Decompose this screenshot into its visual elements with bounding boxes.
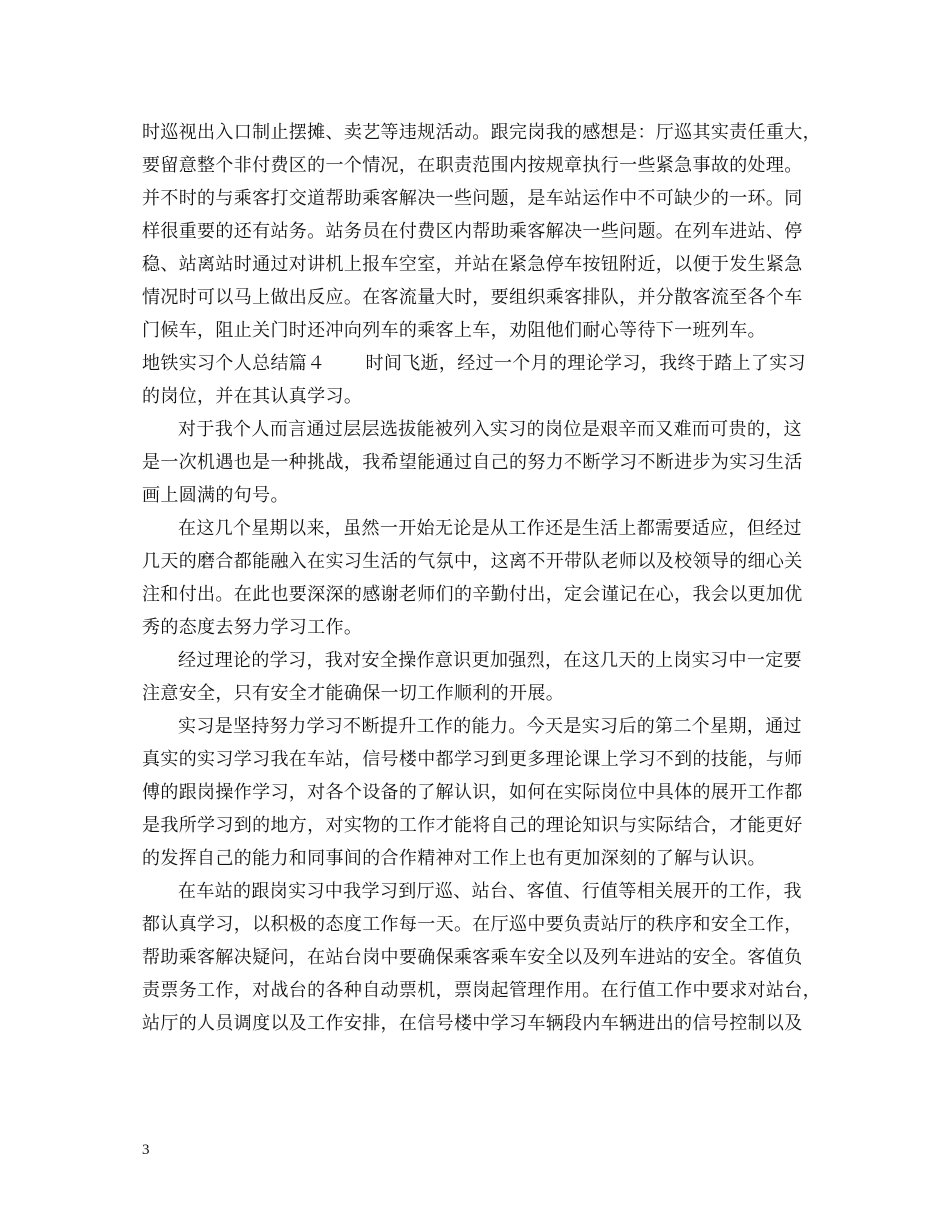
text-line: 经过理论的学习，我对安全操作意识更加强烈，在这几天的上岗实习中一定要: [178, 650, 802, 671]
text-line: 是我所学习到的地方，对实物的工作才能将自己的理论知识与实际结合，才能更好: [142, 815, 803, 836]
text-line: 要留意整个非付费区的一个情况，在职责范围内按规章执行一些紧急事故的处理。: [142, 155, 803, 176]
text-line: 样很重要的还有站务。站务员在付费区内帮助乘客解决一些问题。在列车进站、停: [142, 221, 803, 242]
section-heading: 地铁实习个人总结篇４: [142, 353, 326, 374]
text-line: 画上圆满的句号。: [142, 485, 289, 506]
text-line: 实习是坚持努力学习不断提升工作的能力。今天是实习后的第二个星期，通过: [178, 716, 802, 737]
text-line: 帮助乘客解决疑问，在站台岗中要确保乘客乘车安全以及列车进站的安全。客值负: [142, 947, 803, 968]
text-line: 在这几个星期以来，虽然一开始无论是从工作还是生活上都需要适应，但经过: [178, 518, 802, 539]
text-line: 在车站的跟岗实习中我学习到厅巡、站台、客值、行值等相关展开的工作，我: [178, 881, 802, 902]
text-line: 稳、站离站时通过对讲机上报车空室，并站在紧急停车按钮附近，以便于发生紧急: [142, 254, 803, 275]
text-line: 的岗位，并在其认真学习。: [142, 386, 363, 407]
text-line: 的发挥自己的能力和同事间的合作精神对工作上也有更加深刻的了解与认识。: [142, 848, 766, 869]
text-span: 时间飞逝，经过一个月的理论学习，我终于踏上了实习: [365, 353, 806, 374]
text-line: 秀的态度去努力学习工作。: [142, 617, 363, 638]
text-line: 责票务工作，对战台的各种自动票机，票岗起管理作用。在行值工作中要求对站台，: [142, 980, 821, 1001]
text-line: 都认真学习，以积极的态度工作每一天。在厅巡中要负责站厅的秩序和安全工作，: [142, 914, 803, 935]
section-heading-line: [142, 352, 806, 376]
page-number: 3: [142, 1142, 150, 1158]
text-line: 傅的跟岗操作学习，对各个设备的了解认识，如何在实际岗位中具体的展开工作都: [142, 782, 803, 803]
text-line: 站厅的人员调度以及工作安排，在信号楼中学习车辆段内车辆进出的信号控制以及: [142, 1013, 803, 1034]
text-line: 注和付出。在此也要深深的感谢老师们的辛勤付出，定会谨记在心，我会以更加优: [142, 584, 803, 605]
text-line: 注意安全，只有安全才能确保一切工作顺利的开展。: [142, 683, 565, 704]
text-line: 是一次机遇也是一种挑战，我希望能通过自己的努力不断学习不断进步为实习生活: [142, 452, 803, 473]
text-line: 门候车，阻止关门时还冲向列车的乘客上车，劝阻他们耐心等待下一班列车。: [142, 320, 766, 341]
text-line: 几天的磨合都能融入在实习生活的气氛中，这离不开带队老师以及校领导的细心关: [142, 551, 803, 572]
text-line: 对于我个人而言通过层层选拔能被列入实习的岗位是艰辛而又难而可贵的，这: [178, 419, 802, 440]
text-line: 时巡视出入口制止摆摊、卖艺等违规活动。跟完岗我的感想是：厅巡其实责任重大，: [142, 122, 821, 143]
text-line: 真实的实习学习我在车站，信号楼中都学习到更多理论课上学习不到的技能，与师: [142, 749, 803, 770]
text-line: 情况时可以马上做出反应。在客流量大时，要组织乘客排队，并分散客流至各个车: [142, 287, 803, 308]
text-line: 并不时的与乘客打交道帮助乘客解决一些问题，是车站运作中不可缺少的一环。同: [142, 188, 803, 209]
